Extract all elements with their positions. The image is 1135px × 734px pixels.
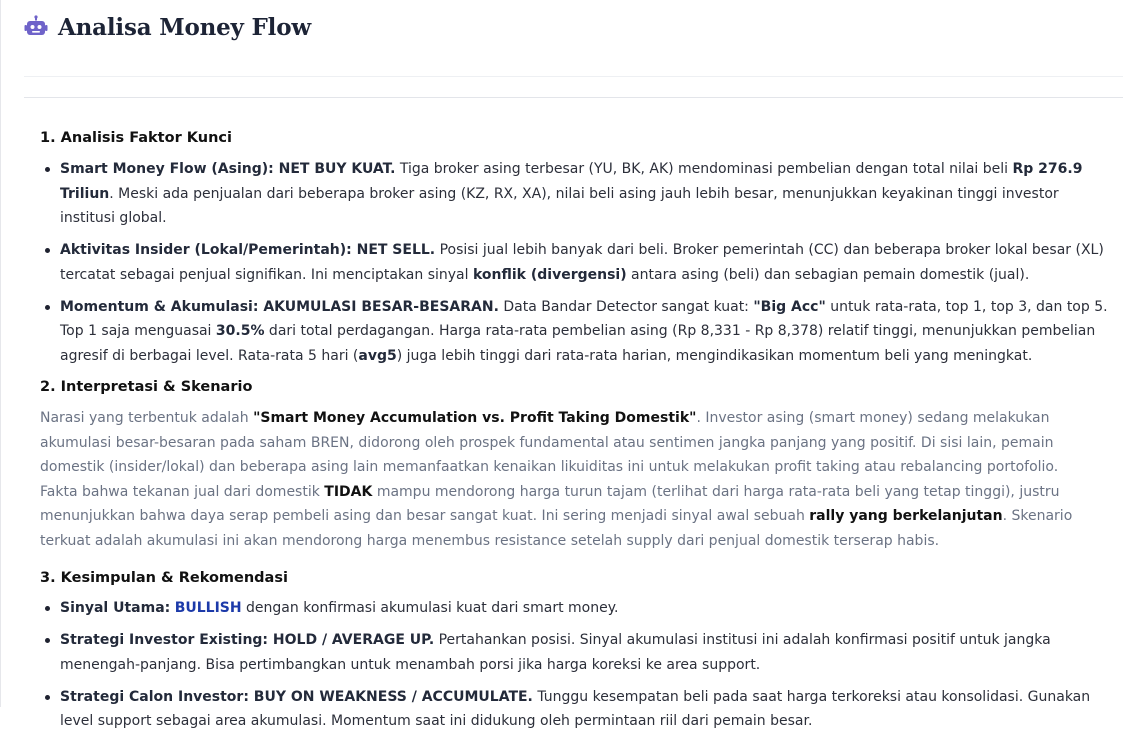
list-item [60,685,1112,734]
analysis-content [40,127,1112,734]
paragraph-highlight: TIDAK [324,483,373,500]
paragraph-highlight: rally yang berkelanjutan [809,508,1003,524]
interpretasi-paragraph [40,406,1112,480]
item-text: Pertahankan posisi. Sinyal akumulasi institusi ini adalah konfirmasi positif untuk jangka menengah-panjang. Bisa pertimbangkan untuk menambah porsi jika harga koreksi ke area support. [60,632,1051,673]
paragraph-text: . Investor asing (smart money) sedang melakukan akumulasi besar-besaran pada saham BREN, didorong oleh prospek fundamental atau sentimen jangka panjang yang positif. Di sisi lain, pemain domestik (insider/lokal) dan beberapa asing lain memanfaatkan kenaikan likuiditas ini untuk melakukan profit taking atau rebalancing portofolio. [40,410,1059,475]
divider [24,97,1123,98]
kesimpulan-list [40,596,1112,734]
faktor-kunci-list [40,157,1112,368]
item-text: Tunggu kesempatan beli pada saat harga terkoreksi atau konsolidasi. Gunakan level support sebagai area akumulasi. Momentum saat ini didukung oleh permintaan riil dari pemain besar. [60,688,1091,729]
paragraph-text: . Skenario terkuat adalah akumulasi ini akan mendorong harga menembus resistance setelah supply dari penjual domestik terserap habis. [40,508,1073,549]
section-heading-faktor-kunci: 1. Analisis Faktor Kunci [40,130,232,146]
paragraph-text: Fakta bahwa tekanan jual dari domestik [40,483,325,500]
item-label: Strategi Investor Existing: HOLD / AVERAGE UP. [60,632,435,648]
item-label: Momentum & Akumulasi: AKUMULASI BESAR-BESARAN. [60,298,499,315]
item-highlight: "Big Acc" [753,298,826,315]
bullish-signal: BULLISH [174,600,242,616]
item-label: Aktivitas Insider (Lokal/Pemerintah): NET SELL. [60,242,436,258]
section-heading-kesimpulan: 3. Kesimpulan & Rekomendasi [40,570,288,586]
list-item [60,628,1112,677]
list-item [60,238,1112,287]
page-header [24,10,311,44]
divider [24,76,1123,77]
item-highlight: Rp 276.9 Triliun [60,161,1083,202]
list-item [60,295,1112,369]
item-label: Strategi Calon Investor: BUY ON WEAKNESS / ACCUMULATE. [60,688,533,705]
interpretasi-paragraph [40,480,1112,554]
item-highlight: avg5 [358,347,397,364]
item-text: antara asing (beli) dan sebagian pemain domestik (jual). [626,266,1030,283]
item-text: . Meski ada penjualan dari beberapa broker asing (KZ, RX, XA), nilai beli asing jauh lebih besar, menunjukkan keyakinan tinggi investor institusi global. [60,185,1059,226]
list-item [60,596,1112,621]
item-text: untuk rata-rata, top 1, top 3, dan top 5. Top 1 saja menguasai [60,298,1108,339]
robot-icon [24,15,48,39]
item-text: ) juga lebih tinggi dari rata-rata harian, mengindikasikan momentum beli yang meningkat. [396,347,1033,364]
item-text: Tiga broker asing terbesar (YU, BK, AK) mendominasi pembelian dengan total nilai beli [395,161,1013,177]
item-highlight: konflik (divergensi) [472,266,627,283]
page-title: Analisa Money Flow [58,13,311,41]
paragraph-highlight: "Smart Money Accumulation vs. Profit Taking Domestik" [253,410,697,426]
item-text: Posisi jual lebih banyak dari beli. Broker pemerintah (CC) dan beberapa broker lokal besar (XL) tercatat sebagai penjual signifikan. Ini menciptakan sinyal [60,242,1104,283]
list-item [60,157,1112,231]
item-label: Smart Money Flow (Asing): NET BUY KUAT. [60,161,396,177]
paragraph-text: Narasi yang terbentuk adalah [40,410,254,426]
item-text: dengan konfirmasi akumulasi kuat dari smart money. [241,600,619,616]
item-text: dari total perdagangan. Harga rata-rata pembelian asing (Rp 8,331 - Rp 8,378) relatif tinggi, menunjukkan pembelian agresif di berbagai level. Rata-rata 5 hari ( [60,323,1096,364]
section-heading-interpretasi: 2. Interpretasi & Skenario [40,379,253,395]
paragraph-text: mampu mendorong harga turun tajam (terlihat dari harga rata-rata beli yang tetap tinggi), justru menunjukkan bahwa daya serap pembeli asing dan besar sangat kuat. Ini sering menjadi sinyal awal sebuah [40,483,1060,524]
item-highlight: 30.5% [215,323,265,339]
item-text: Data Bandar Detector sangat kuat: [498,298,754,315]
item-label: Sinyal Utama: [60,600,171,616]
left-border [0,0,1,707]
